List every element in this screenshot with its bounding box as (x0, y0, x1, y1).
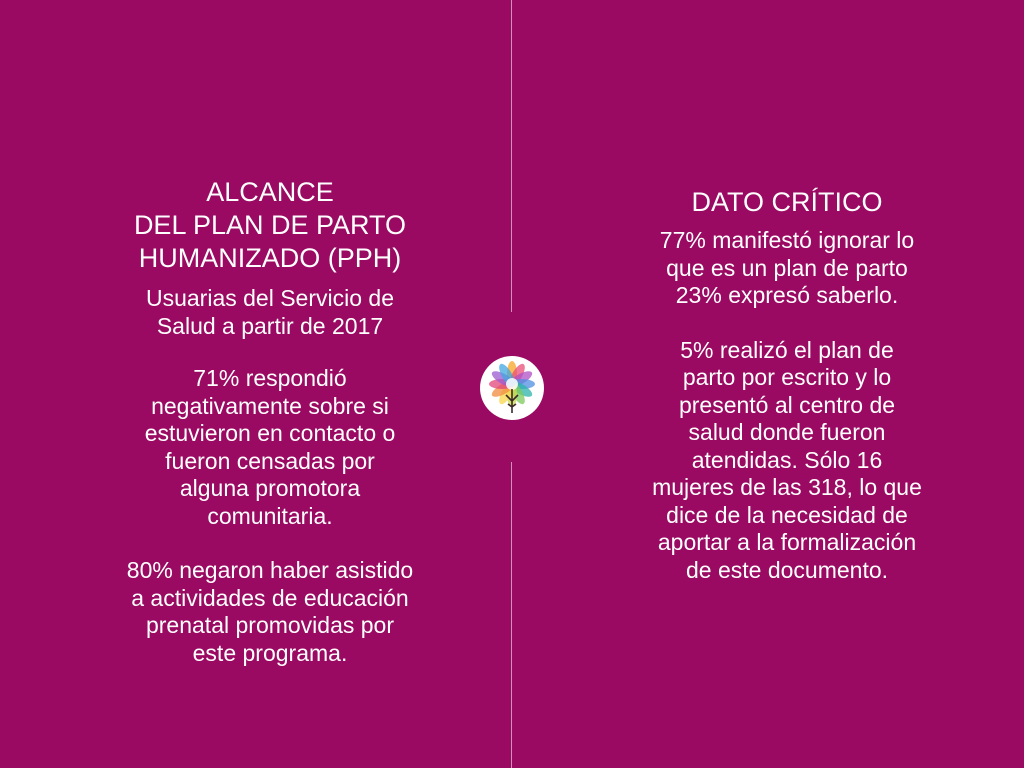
left-paragraph-2-line: este programa. (192, 639, 348, 666)
left-subtitle-line: Salud a partir de 2017 (156, 312, 384, 339)
right-paragraph-2-line: aportar a la formalización (657, 529, 917, 555)
divider-top (511, 0, 512, 312)
left-paragraph-1 (90, 365, 450, 530)
left-paragraph-1-line: alguna promotora (179, 475, 361, 501)
left-paragraph-1-line: estuvieron en contacto o (144, 420, 396, 446)
right-paragraph-1 (626, 227, 948, 310)
right-paragraph-2-line: 5% realizó el plan de (680, 336, 894, 363)
left-paragraph-1-line: comunitaria. (207, 502, 333, 529)
left-title-line: ALCANCE (206, 177, 334, 207)
right-paragraph-2-line: de este documento. (685, 556, 889, 583)
right-paragraph-1-line: 23% expresó saberlo. (675, 282, 899, 308)
left-title-line: HUMANIZADO (PPH) (138, 243, 402, 273)
right-paragraph-1-line: 77% manifestó ignorar lo (659, 227, 915, 253)
divider-bottom (511, 462, 512, 768)
left-paragraph-2 (90, 557, 450, 667)
right-column (626, 186, 948, 584)
left-column (90, 176, 450, 667)
right-paragraph-2-line: presentó al centro de (678, 391, 896, 418)
left-paragraph-1-line: 71% respondió (193, 365, 347, 391)
left-paragraph-1-line: fueron censadas por (165, 447, 375, 474)
right-paragraph-1-line: que es un plan de parto (666, 254, 908, 281)
left-subtitle (90, 285, 450, 340)
left-subtitle-line: Usuarias del Servicio de (145, 285, 394, 311)
left-paragraph-2-line: prenatal promovidas por (145, 612, 395, 638)
right-paragraph-2 (626, 337, 948, 585)
left-title-line: DEL PLAN DE PARTO (133, 210, 407, 240)
right-paragraph-2-line: mujeres de las 318, lo que (652, 474, 922, 500)
right-title: DATO CRÍTICO (691, 187, 883, 217)
right-paragraph-2-line: parto por escrito y lo (682, 364, 892, 390)
right-paragraph-2-line: atendidas. Sólo 16 (691, 446, 883, 473)
left-paragraph-1-line: negativamente sobre si (151, 392, 389, 419)
left-paragraph-2-line: a actividades de educación (131, 584, 409, 611)
right-paragraph-2-line: salud donde fueron (688, 419, 886, 445)
right-paragraph-2-line: dice de la necesidad de (666, 501, 908, 528)
left-title (90, 176, 450, 275)
flower-tree-logo-icon (479, 355, 545, 421)
left-paragraph-2-line: 80% negaron haber asistido (126, 557, 414, 583)
